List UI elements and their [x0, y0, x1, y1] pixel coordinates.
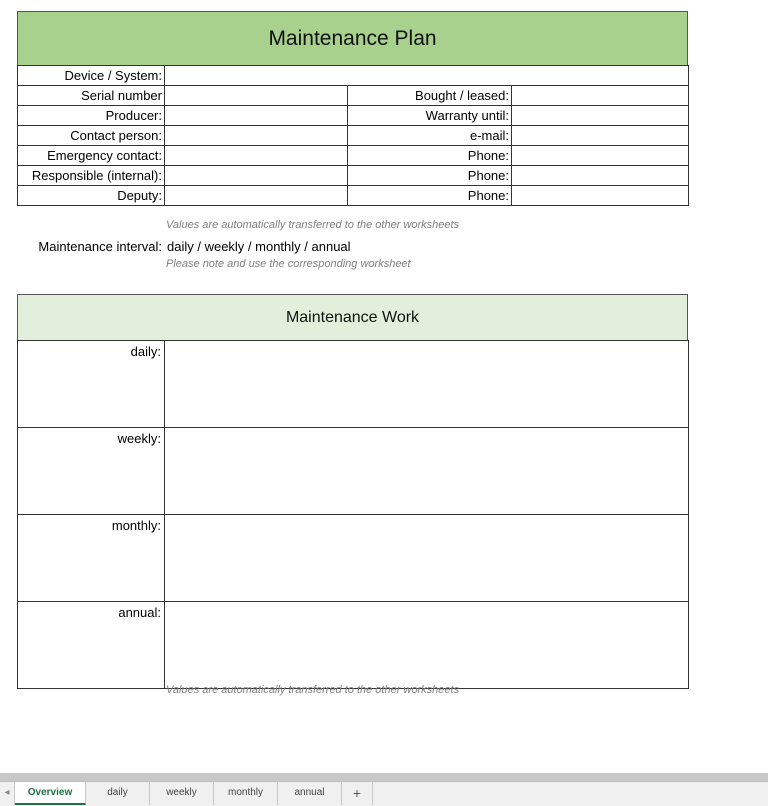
work-transfer-note: Values are automatically transferred to the other worksheets	[166, 684, 460, 696]
email-label: e-mail:	[348, 126, 512, 146]
tab-annual[interactable]: annual	[278, 782, 342, 805]
tab-weekly[interactable]: weekly	[150, 782, 214, 805]
transfer-note: Values are automatically transferred to the other worksheets	[166, 219, 460, 231]
weekly-work-cell[interactable]	[165, 428, 689, 515]
info-row	[18, 86, 689, 106]
work-row	[18, 428, 689, 515]
weekly-label: weekly:	[18, 428, 165, 515]
maintenance-work-table	[17, 340, 689, 689]
info-row	[18, 126, 689, 146]
monthly-work-cell[interactable]	[165, 515, 689, 602]
responsible-internal-label: Responsible (internal):	[18, 166, 165, 186]
emergency-contact-cell[interactable]	[165, 146, 348, 166]
producer-cell[interactable]	[165, 106, 348, 126]
responsible-phone-cell[interactable]	[512, 166, 689, 186]
emergency-phone-label: Phone:	[348, 146, 512, 166]
info-row	[18, 166, 689, 186]
producer-label: Producer:	[18, 106, 165, 126]
deputy-phone-cell[interactable]	[512, 186, 689, 206]
info-row	[18, 106, 689, 126]
maintenance-plan-title: Maintenance Plan	[17, 11, 688, 66]
info-table	[17, 65, 689, 206]
work-row	[18, 515, 689, 602]
tab-monthly[interactable]: monthly	[214, 782, 278, 805]
contact-person-label: Contact person:	[18, 126, 165, 146]
work-row	[18, 602, 689, 689]
emergency-phone-cell[interactable]	[512, 146, 689, 166]
email-cell[interactable]	[512, 126, 689, 146]
bought-leased-label: Bought / leased:	[348, 86, 512, 106]
serial-number-cell[interactable]	[165, 86, 348, 106]
tab-daily[interactable]: daily	[86, 782, 150, 805]
responsible-internal-cell[interactable]	[165, 166, 348, 186]
device-label: Device / System:	[18, 66, 165, 86]
worksheet-note: Please note and use the corresponding worksheet	[166, 258, 411, 270]
monthly-label: monthly:	[18, 515, 165, 602]
sheet-tab-bar	[0, 781, 768, 806]
bought-leased-cell[interactable]	[512, 86, 689, 106]
info-row	[18, 146, 689, 166]
maintenance-work-title: Maintenance Work	[17, 294, 688, 341]
responsible-phone-label: Phone:	[348, 166, 512, 186]
tab-scroll-left-icon[interactable]: ◂	[0, 782, 15, 805]
deputy-phone-label: Phone:	[348, 186, 512, 206]
work-row	[18, 341, 689, 428]
daily-label: daily:	[18, 341, 165, 428]
device-input-cell[interactable]	[165, 66, 689, 86]
warranty-until-label: Warranty until:	[348, 106, 512, 126]
annual-label: annual:	[18, 602, 165, 689]
deputy-cell[interactable]	[165, 186, 348, 206]
maintenance-interval-label: Maintenance interval:	[38, 239, 162, 254]
serial-number-label: Serial number	[18, 86, 165, 106]
deputy-label: Deputy:	[18, 186, 165, 206]
maintenance-interval-value[interactable]: daily / weekly / monthly / annual	[167, 239, 351, 254]
contact-person-cell[interactable]	[165, 126, 348, 146]
add-sheet-icon[interactable]: +	[342, 782, 373, 805]
device-row	[18, 66, 689, 86]
warranty-until-cell[interactable]	[512, 106, 689, 126]
daily-work-cell[interactable]	[165, 341, 689, 428]
horizontal-scrollbar[interactable]	[0, 773, 768, 781]
annual-work-cell[interactable]	[165, 602, 689, 689]
emergency-contact-label: Emergency contact:	[18, 146, 165, 166]
info-row	[18, 186, 689, 206]
tab-overview[interactable]: Overview	[15, 782, 86, 805]
